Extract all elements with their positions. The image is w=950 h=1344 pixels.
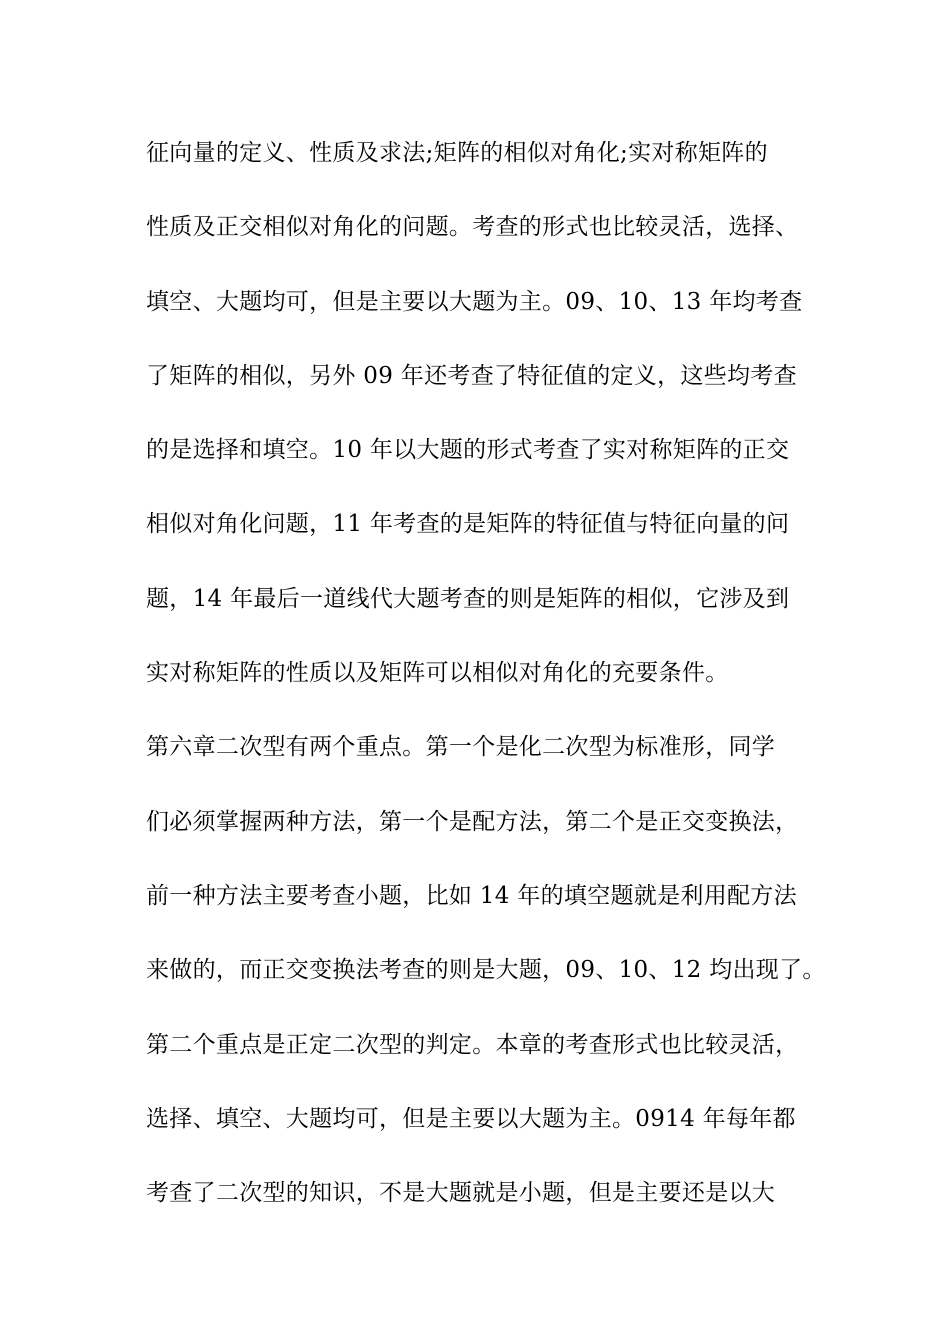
text-line: 实对称矩阵的性质以及矩阵可以相似对角化的充要条件。 bbox=[146, 660, 729, 687]
text-line: 考查了二次型的知识，不是大题就是小题，但是主要还是以大 bbox=[146, 1180, 776, 1207]
text-line: 性质及正交相似对角化的问题。考查的形式也比较灵活，选择、 bbox=[146, 214, 799, 241]
text-line: 第六章二次型有两个重点。第一个是化二次型为标准形，同学 bbox=[146, 734, 776, 761]
text-line: 们必须掌握两种方法，第一个是配方法，第二个是正交变换法， bbox=[146, 808, 799, 835]
text-line: 来做的，而正交变换法考查的则是大题，09、10、12 均出现了。 bbox=[146, 957, 826, 984]
text-line: 填空、大题均可，但是主要以大题为主。09、10、13 年均考查 bbox=[146, 288, 803, 315]
text-line: 相似对角化问题，11 年考查的是矩阵的特征值与特征向量的问 bbox=[146, 511, 790, 538]
text-line: 第二个重点是正定二次型的判定。本章的考查形式也比较灵活， bbox=[146, 1031, 799, 1058]
text-line: 前一种方法主要考查小题，比如 14 年的填空题就是利用配方法 bbox=[146, 882, 797, 909]
text-line: 题，14 年最后一道线代大题考查的则是矩阵的相似，它涉及到 bbox=[146, 585, 790, 612]
body-text bbox=[146, 126, 846, 1240]
text-line: 选择、填空、大题均可，但是主要以大题为主。0914 年每年都 bbox=[146, 1105, 796, 1132]
text-line: 了矩阵的相似，另外 09 年还考查了特征值的定义，这些均考查 bbox=[146, 362, 797, 389]
text-line: 征向量的定义、性质及求法;矩阵的相似对角化;实对称矩阵的 bbox=[146, 140, 768, 166]
text-line: 的是选择和填空。10 年以大题的形式考查了实对称矩阵的正交 bbox=[146, 437, 790, 464]
